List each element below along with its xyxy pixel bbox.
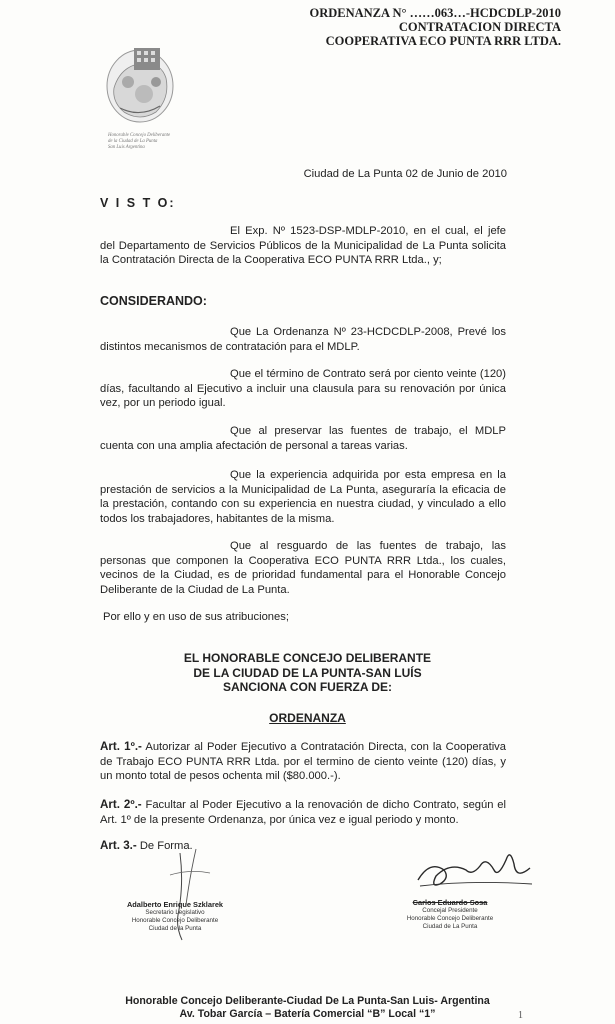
visto-heading: V I S T O: bbox=[100, 196, 176, 210]
considerando-paragraph-3: Que al preservar las fuentes de trabajo, el MDLP cuenta con una amplia afectación de personal a tareas varias. bbox=[100, 425, 506, 452]
por-ello-text: Por ello y en uso de sus atribuciones; bbox=[103, 611, 289, 623]
signature-secretary-name: Adalberto Enrique Szklarek bbox=[126, 900, 224, 909]
considerando-heading: CONSIDERANDO: bbox=[100, 294, 207, 308]
sanciona-block: EL HONORABLE CONCEJO DELIBERANTE DE LA CIUDAD DE LA PUNTA-SAN LUÍS SANCIONA CON FUERZA DE: bbox=[183, 651, 432, 694]
footer-address: Av. Tobar García – Batería Comercial “B” Local “1” bbox=[179, 1008, 436, 1020]
ordenanza-title: ORDENANZA bbox=[269, 711, 346, 725]
signature-president-name: Carlos Eduardo Sosa bbox=[412, 898, 488, 907]
signature-right-scribble-icon bbox=[410, 840, 540, 900]
considerando-paragraph-4: Que la experiencia adquirida por esta empresa en la prestación de servicios a la Municipalidad de La Punta, aseguraría la eficacia de la prestación, contando con su experiencia en nuestra ciudad, y vinculado a ello todos los trabajadores, habitantes de la misma. bbox=[100, 469, 506, 525]
article-2: Art. 2º.- Facultar al Poder Ejecutivo a la renovación de dicho Contrato, según el Art. 1º de la presente Ordenanza, por única vez e igual periodo y monto. bbox=[100, 798, 506, 826]
document-header bbox=[309, 6, 561, 48]
council-emblem-icon bbox=[100, 38, 178, 126]
page-number: 1 bbox=[518, 1010, 523, 1021]
considerando-paragraph-5: Que al resguardo de las fuentes de trabajo, las personas que componen la Cooperativa ECO PUNTA RRR Ltda., los cuales, vecinos de la Ciudad, es de prioridad fundamental para el Honorable Concejo Deliberante de la Ciudad de La Punta. bbox=[100, 540, 506, 596]
header-contract-type: CONTRATACION DIRECTA bbox=[398, 20, 561, 34]
council-logo bbox=[100, 38, 180, 158]
header-ordinance-number: ORDENANZA N° ……063…-HCDCDLP-2010 bbox=[309, 6, 561, 20]
document-date: Ciudad de La Punta 02 de Junio de 2010 bbox=[303, 168, 507, 180]
considerando-paragraph-2: Que el término de Contrato será por ciento veinte (120) días, facultando al Ejecutivo a incluir una clausula para su renovación por única vez, por un periodo igual. bbox=[100, 368, 506, 410]
article-1: Art. 1º.- Autorizar al Poder Ejecutivo a Contratación Directa, con la Cooperativa de Trabajo ECO PUNTA RRR Ltda. por el termino de ciento veinte (120) días, y un monto total de pesos ochenta mil ($80.000.-). bbox=[100, 740, 506, 783]
visto-paragraph: El Exp. Nº 1523-DSP-MDLP-2010, en el cual, el jefe del Departamento de Servicios Públicos de la Municipalidad de La Punta solicita la Contratación Directa de la Cooperativa ECO PUNTA RRR Ltda., y; bbox=[100, 225, 506, 267]
article-3: Art. 3.- De Forma. bbox=[100, 839, 193, 852]
signature-secretary: Adalberto Enrique Szklarek Secretario Legislativo Honorable Concejo Deliberante Ciudad de la Punta bbox=[110, 900, 240, 933]
signature-president: Carlos Eduardo Sosa Concejal Presidente Honorable Concejo Deliberante Ciudad de La Punta bbox=[385, 898, 515, 931]
logo-caption: Honorable Concejo Deliberante de la Ciudad de La Punta San Luis Argentina bbox=[108, 133, 171, 150]
considerando-paragraph-1: Que La Ordenanza Nº 23-HCDCDLP-2008, Prevé los distintos mecanismos de contratación para el MDLP. bbox=[100, 326, 506, 353]
header-cooperative: COOPERATIVA ECO PUNTA RRR LTDA. bbox=[325, 34, 561, 48]
footer-institution: Honorable Concejo Deliberante-Ciudad De La Punta-San Luis- Argentina bbox=[125, 995, 490, 1007]
